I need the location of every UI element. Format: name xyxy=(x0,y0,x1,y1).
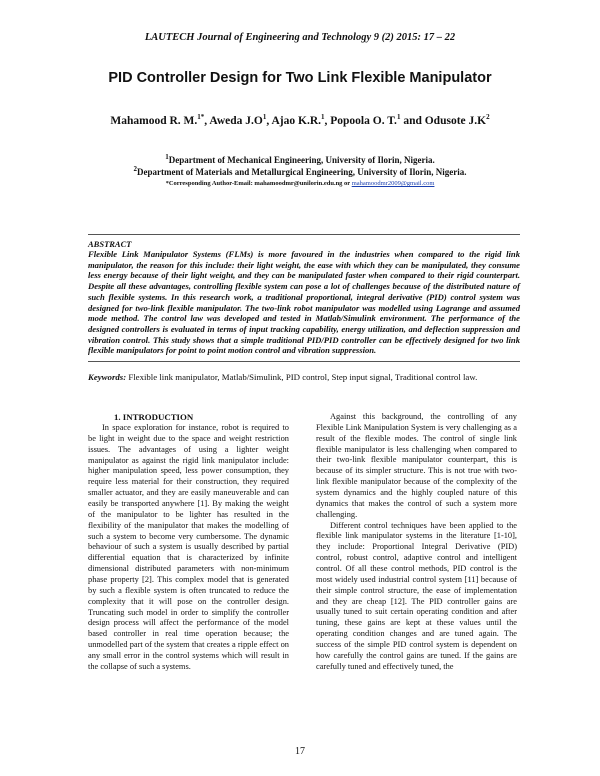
author-name: Popoola O. T. xyxy=(330,115,397,127)
left-column xyxy=(88,412,289,673)
paper-title: PID Controller Design for Two Link Flexible Manipulator xyxy=(108,70,492,86)
author-affiliation-mark: 2 xyxy=(486,113,490,122)
corresponding-label: *Corresponding Author-Email: mahamoodmr@unilorin.edu.ng or xyxy=(165,180,351,187)
body-paragraph: In space exploration for instance, robot is required to be light in weight due to the space and weight restriction issues. The advantages of using a lighter weight manipulator as against the rigid link manipulator include: higher manipulation speed, less power consumption, they require less material for their construction, they required smaller actuator, and they are easily maneuverable and can easily be transported anywhere [1]. By making the weight of the manipulator to be lighter has resulted in the flexibility of the manipulator that makes the modelling of such a system to become very cumbersome. The dynamic behaviour of such a system is usually described by partial differential equation that is characterized by infinite dimensional distributed parameters with non-minimum phase property [2]. This complex model that is generated by such a flexible system is often truncated to reduce the complexity that it will pose on the controller design. Truncating such model in order to simplify the controller design process will affect the performance of the model based controller in real time operation because; the unmodelled part of the system that creates a ripple effect on any small error in the control systems which will result in the collapse of such a systems. xyxy=(88,423,289,671)
author-name: Ajao K.R. xyxy=(271,115,322,127)
section-heading: 1. INTRODUCTION xyxy=(114,412,194,422)
author-affiliation-mark: 1 xyxy=(396,113,401,122)
author-name: Mahamood R. M. xyxy=(110,115,198,127)
body-paragraph: Different control techniques have been applied to the flexible link manipulator systems in the literature [1-10], they include: Proportional Integral Derivative (PID) control, robust control, adaptive control and intelligent control. Of all these control methods, PID control is the most widely used industrial control system [11] because of their simple control structure, the ease of implementation and they are cheap [12]. The PID controller gains are usually tuned to suit certain operating condition and after tuning, these gains are kept at these values until the operating condition changes and are tuned again. The success of the simple PID control system is dependent on how carefully the control gains are tuned. If the gains are carefully tuned and effectively tuned, the xyxy=(316,520,517,671)
author-list: Mahamood R. M.$^{1*}$, Aweda $J.O^1$, Ajao K.R.$^1$, Popoola O. T.$^1$ and Odusote $J.K^2$ xyxy=(110,113,490,127)
abstract-text: Flexible Link Manipulator Systems (FLMs) is more favoured in the industries when compared to the rigid link manipulator, the reason for this include: their light weight, the ease with which they can be manipulated, they consume less energy because of their light weight, and they can be manipulated faster when compared to their rigid counterpart. Despite all these advantages, controlling flexible system can pose a lot of challenges because of the distributed nature of such flexible systems. In this research work, a traditional proportional, integral derivative (PID) control system was designed for two-link flexible manipulator. The two-link robot manipulator was modelled using Lagrange and assumed mode method. The control law was developed and tested in Matlab/Simulink environment. The performance of the designed controllers is evaluated in terms of input tracking capability, energy utilization, and deflection suppression and vibration control. This study shows that a simple traditional PID/PID controller can be effectively designed for two link flexible manipulators for point to point motion control and vibration suppression. xyxy=(88,249,520,356)
body-paragraph: Against this background, the controlling of any Flexible Link Manipulation System is very challenging as a result of the flexible modes. The control of single link flexible manipulator is less challenging when compared to their two-link flexible manipulator counterpart, this is because of its simpler structure. This is not true with two-link flexible manipulator because of the complexity of the system dynamics and the highly coupled nature of this dynamics that makes the control of such a system more challenging. xyxy=(316,412,517,519)
keywords-label: Keywords: xyxy=(88,372,127,382)
affiliation-2: $^2$Department of Materials and Metallurgical Engineering, University of Ilorin, Nigeria. xyxy=(133,165,467,177)
abstract-section xyxy=(88,234,520,362)
author-name: Odusote J.K xyxy=(424,115,487,127)
author-name: Aweda J.O xyxy=(209,115,263,127)
affiliation-1: $^1$Department of Mechanical Engineering, University of Ilorin, Nigeria. xyxy=(165,153,435,165)
right-column xyxy=(316,412,517,673)
abstract-heading: ABSTRACT xyxy=(88,239,132,249)
author-affiliation-mark: 1* xyxy=(197,113,205,122)
keywords xyxy=(88,372,528,383)
author-affiliation-mark: 1 xyxy=(321,113,325,122)
keywords-text: Flexible link manipulator, Matlab/Simulink, PID control, Step input signal, Traditional control law. xyxy=(128,372,478,382)
journal-header: LAUTECH Journal of Engineering and Technology 9 (2) 2015: 17 – 22 xyxy=(144,32,456,43)
page-number: 17 xyxy=(295,746,305,757)
corresponding-author xyxy=(0,180,600,187)
email-link[interactable]: mahamoodmr2009@gmail.com xyxy=(351,180,435,187)
author-affiliation-mark: 1 xyxy=(262,113,267,122)
